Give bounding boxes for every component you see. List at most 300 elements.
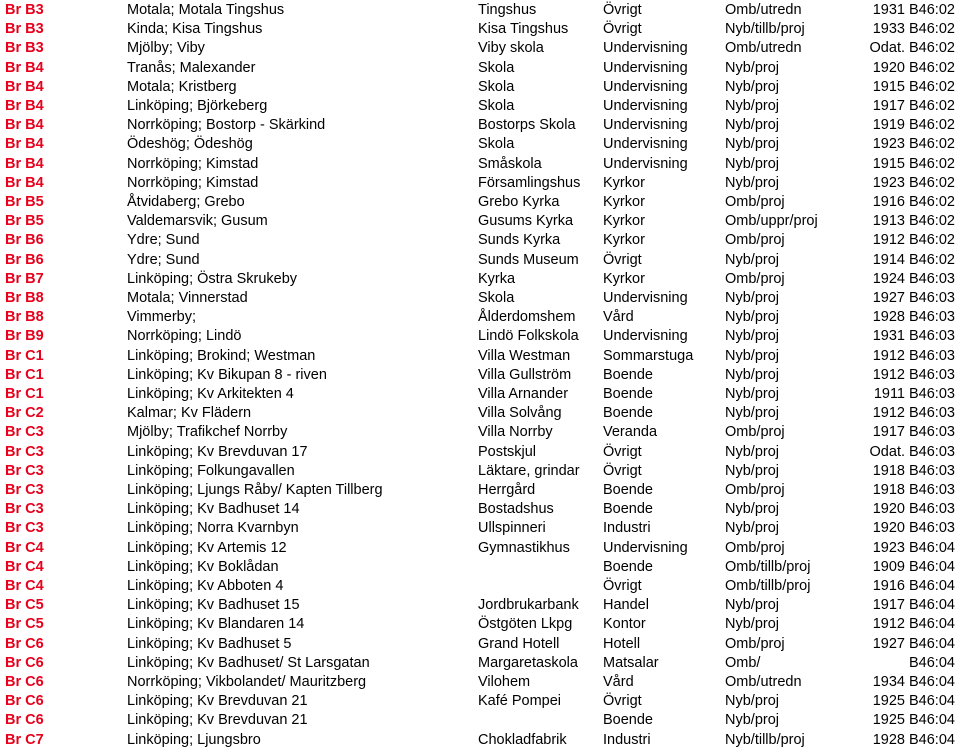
place-cell: Norrköping; Kimstad: [127, 174, 259, 191]
year-cell: 1927: [872, 290, 905, 306]
code-cell: Br B3: [5, 40, 44, 57]
category-cell: Undervisning: [603, 59, 688, 76]
table-row: [0, 155, 959, 174]
table-row: [0, 1, 959, 20]
type-cell: Nyb/proj: [725, 328, 779, 345]
place-cell: Linköping; Kv Arkitekten 4: [127, 386, 294, 402]
object-cell: Församlingshus: [478, 174, 581, 191]
year-cell: 1912: [872, 366, 905, 383]
year-cell: 1918: [872, 462, 905, 479]
object-cell: Kafé Pompei: [478, 693, 562, 710]
table-row: [0, 20, 959, 39]
place-cell: Linköping; Kv Badhuset/ St Larsgatan: [127, 654, 370, 671]
table-row: [0, 443, 959, 462]
object-cell: Småskola: [478, 155, 542, 172]
code-cell: Br B3: [5, 21, 44, 38]
year-cell: 1919: [872, 117, 905, 134]
year-cell: 1917: [872, 597, 905, 614]
code-cell: Br C4: [5, 578, 44, 594]
category-cell: Undervisning: [603, 40, 688, 57]
year-cell: Odat.: [869, 443, 905, 460]
category-cell: Undervisning: [603, 117, 688, 134]
type-cell: Nyb/tillb/proj: [725, 21, 805, 38]
object-cell: Sunds Museum: [478, 251, 579, 268]
code-cell: Br B4: [5, 98, 44, 114]
table-row: [0, 654, 959, 673]
year-cell: 1911: [873, 386, 905, 402]
category-cell: Boende: [603, 366, 653, 383]
category-cell: Industri: [603, 520, 651, 537]
object-cell: Skola: [478, 290, 515, 306]
place-cell: Linköping; Östra Skrukeby: [127, 270, 298, 287]
code-cell: Br B5: [5, 194, 44, 210]
code-cell: Br C1: [5, 366, 44, 383]
code-cell: Br C2: [5, 405, 44, 422]
category-cell: Kyrkor: [603, 270, 645, 287]
code-cell: Br C1: [5, 347, 44, 364]
table-row: [0, 731, 959, 750]
table-row: [0, 692, 959, 711]
category-cell: Undervisning: [603, 328, 688, 345]
place-cell: Linköping; Kv Bikupan 8 - riven: [127, 366, 327, 383]
table-row: [0, 404, 959, 423]
code-cell: Br B4: [5, 155, 44, 172]
category-cell: Sommarstuga: [603, 347, 694, 364]
category-cell: Undervisning: [603, 78, 688, 95]
object-cell: Herrgård: [478, 482, 536, 498]
table-row: [0, 116, 959, 135]
type-cell: Nyb/proj: [725, 136, 779, 153]
category-cell: Vård: [603, 674, 634, 690]
category-cell: Kyrkor: [603, 174, 645, 191]
reference-cell: B46:04: [909, 616, 955, 633]
table-row: [0, 423, 959, 442]
type-cell: Omb/proj: [725, 194, 785, 210]
year-cell: 1933: [872, 21, 905, 38]
table-row: [0, 385, 959, 404]
code-cell: Br B6: [5, 232, 44, 249]
object-cell: Villa Solvång: [478, 405, 562, 422]
object-cell: Ålderdomshem: [478, 309, 576, 326]
place-cell: Linköping; Folkungavallen: [127, 462, 295, 479]
year-cell: 1923: [872, 539, 905, 556]
reference-cell: B46:04: [909, 539, 955, 556]
reference-cell: B46:02: [909, 59, 955, 76]
category-cell: Övrigt: [603, 578, 642, 594]
reference-cell: B46:03: [909, 501, 955, 518]
reference-cell: B46:04: [909, 693, 955, 710]
object-cell: Grand Hotell: [478, 635, 560, 652]
object-cell: Skola: [478, 59, 515, 76]
category-cell: Hotell: [603, 635, 641, 652]
object-cell: Kisa Tingshus: [478, 21, 569, 38]
code-cell: Br B9: [5, 328, 44, 345]
type-cell: Omb/proj: [725, 424, 785, 441]
year-cell: 1912: [872, 232, 905, 249]
place-cell: Linköping; Ljungs Råby/ Kapten Tillberg: [127, 482, 383, 498]
year-cell: 1928: [872, 731, 905, 748]
year-cell: 1920: [872, 501, 905, 518]
code-cell: Br B3: [5, 2, 44, 18]
object-cell: Lindö Folkskola: [478, 328, 579, 345]
reference-cell: B46:03: [909, 270, 955, 287]
place-cell: Kinda; Kisa Tingshus: [127, 21, 263, 38]
type-cell: Nyb/proj: [725, 386, 779, 402]
object-cell: Chokladfabrik: [478, 731, 567, 748]
year-cell: 1915: [872, 155, 905, 172]
table-row: [0, 39, 959, 58]
object-cell: Gymnastikhus: [478, 539, 570, 556]
place-cell: Mjölby; Trafikchef Norrby: [127, 424, 288, 441]
place-cell: Mjölby; Viby: [127, 40, 205, 57]
reference-cell: B46:03: [909, 482, 955, 498]
code-cell: Br B4: [5, 78, 44, 95]
place-cell: Motala; Kristberg: [127, 78, 237, 95]
category-cell: Matsalar: [603, 654, 659, 671]
type-cell: Nyb/proj: [725, 366, 779, 383]
reference-cell: B46:03: [909, 443, 955, 460]
type-cell: Omb/: [725, 654, 761, 671]
table-row: [0, 135, 959, 154]
reference-cell: B46:03: [909, 462, 955, 479]
category-cell: Övrigt: [603, 462, 642, 479]
category-cell: Boende: [603, 482, 653, 498]
category-cell: Undervisning: [603, 290, 688, 306]
category-cell: Undervisning: [603, 136, 688, 153]
type-cell: Nyb/proj: [725, 501, 779, 518]
reference-cell: B46:04: [909, 674, 955, 690]
object-cell: Grebo Kyrka: [478, 194, 560, 210]
reference-cell: B46:04: [909, 558, 955, 575]
reference-cell: B46:02: [909, 21, 955, 38]
place-cell: Linköping; Ljungsbro: [127, 731, 261, 748]
place-cell: Linköping; Kv Brevduvan 17: [127, 443, 308, 460]
place-cell: Åtvidaberg; Grebo: [127, 194, 245, 210]
code-cell: Br B7: [5, 270, 44, 287]
type-cell: Omb/proj: [725, 270, 785, 287]
place-cell: Linköping; Brokind; Westman: [127, 347, 316, 364]
reference-cell: B46:04: [909, 635, 955, 652]
place-cell: Norrköping; Bostorp - Skärkind: [127, 117, 326, 134]
object-cell: Skola: [478, 136, 515, 153]
table-row: [0, 481, 959, 500]
table-row: [0, 577, 959, 596]
category-cell: Undervisning: [603, 98, 688, 114]
reference-cell: B46:02: [909, 213, 955, 230]
reference-cell: B46:02: [909, 136, 955, 153]
place-cell: Norrköping; Kimstad: [127, 155, 259, 172]
reference-cell: B46:03: [909, 309, 955, 326]
object-cell: Läktare, grindar: [478, 462, 580, 479]
reference-cell: B46:02: [909, 194, 955, 210]
reference-cell: B46:02: [909, 117, 955, 134]
type-cell: Omb/tillb/proj: [725, 578, 811, 594]
place-cell: Kalmar; Kv Flädern: [127, 405, 252, 422]
code-cell: Br C5: [5, 597, 44, 614]
type-cell: Nyb/proj: [725, 117, 779, 134]
table-row: [0, 500, 959, 519]
object-cell: Sunds Kyrka: [478, 232, 561, 249]
type-cell: Omb/proj: [725, 232, 785, 249]
category-cell: Kyrkor: [603, 194, 645, 210]
year-cell: 1925: [872, 693, 905, 710]
reference-cell: B46:04: [909, 597, 955, 614]
table-row: [0, 251, 959, 270]
place-cell: Motala; Motala Tingshus: [127, 2, 285, 18]
table-row: [0, 59, 959, 78]
object-cell: Ullspinneri: [478, 520, 546, 537]
code-cell: Br B4: [5, 136, 44, 153]
year-cell: 1912: [872, 347, 905, 364]
year-cell: 1931: [872, 2, 905, 18]
category-cell: Kyrkor: [603, 232, 645, 249]
reference-cell: B46:03: [909, 386, 955, 402]
reference-cell: B46:02: [909, 174, 955, 191]
table-row: [0, 673, 959, 692]
year-cell: Odat.: [869, 40, 905, 57]
category-cell: Kyrkor: [603, 213, 645, 230]
object-cell: Postskjul: [478, 443, 537, 460]
year-cell: 1916: [872, 578, 905, 594]
place-cell: Linköping; Kv Badhuset 14: [127, 501, 300, 518]
reference-cell: B46:03: [909, 347, 955, 364]
category-cell: Industri: [603, 731, 651, 748]
type-cell: Nyb/proj: [725, 616, 779, 633]
object-cell: Skola: [478, 78, 515, 95]
category-cell: Övrigt: [603, 693, 642, 710]
reference-cell: B46:03: [909, 405, 955, 422]
year-cell: 1934: [872, 674, 905, 690]
reference-cell: B46:04: [909, 654, 955, 671]
code-cell: Br C4: [5, 539, 44, 556]
reference-cell: B46:03: [909, 290, 955, 306]
table-row: [0, 462, 959, 481]
year-cell: 1916: [872, 194, 905, 210]
table-row: [0, 519, 959, 538]
place-cell: Norrköping; Lindö: [127, 328, 242, 345]
year-cell: 1931: [872, 328, 905, 345]
code-cell: Br C3: [5, 462, 44, 479]
table-row: [0, 97, 959, 116]
code-cell: Br C6: [5, 674, 44, 690]
category-cell: Boende: [603, 405, 653, 422]
type-cell: Nyb/proj: [725, 98, 779, 114]
place-cell: Linköping; Kv Abboten 4: [127, 578, 284, 594]
type-cell: Nyb/proj: [725, 712, 779, 729]
table-row: [0, 308, 959, 327]
type-cell: Nyb/proj: [725, 251, 779, 268]
code-cell: Br C6: [5, 712, 44, 729]
object-cell: Viby skola: [478, 40, 544, 57]
place-cell: Tranås; Malexander: [127, 59, 256, 76]
type-cell: Nyb/proj: [725, 155, 779, 172]
table-row: [0, 174, 959, 193]
reference-cell: B46:03: [909, 424, 955, 441]
code-cell: Br C1: [5, 386, 44, 402]
object-cell: Villa Arnander: [478, 386, 569, 402]
category-cell: Övrigt: [603, 2, 642, 18]
place-cell: Vimmerby;: [127, 309, 197, 326]
type-cell: Nyb/proj: [725, 59, 779, 76]
category-cell: Övrigt: [603, 251, 642, 268]
code-cell: Br B8: [5, 309, 44, 326]
category-cell: Övrigt: [603, 21, 642, 38]
year-cell: 1924: [872, 270, 905, 287]
type-cell: Nyb/proj: [725, 290, 779, 306]
type-cell: Omb/uppr/proj: [725, 213, 818, 230]
code-cell: Br B8: [5, 290, 44, 306]
type-cell: Omb/proj: [725, 539, 785, 556]
object-cell: Vilohem: [478, 674, 531, 690]
table-row: [0, 231, 959, 250]
table-row: [0, 635, 959, 654]
year-cell: 1917: [872, 98, 905, 114]
category-cell: Boende: [603, 501, 653, 518]
place-cell: Linköping; Kv Brevduvan 21: [127, 712, 308, 729]
year-cell: 1920: [872, 520, 905, 537]
category-cell: Övrigt: [603, 443, 642, 460]
reference-cell: B46:02: [909, 98, 955, 114]
year-cell: 1923: [872, 136, 905, 153]
code-cell: Br C3: [5, 482, 44, 498]
table-row: [0, 289, 959, 308]
object-cell: Gusums Kyrka: [478, 213, 574, 230]
type-cell: Nyb/proj: [725, 347, 779, 364]
place-cell: Ydre; Sund: [127, 232, 200, 249]
table-row: [0, 327, 959, 346]
category-cell: Boende: [603, 386, 653, 402]
category-cell: Boende: [603, 558, 653, 575]
year-cell: 1914: [872, 251, 905, 268]
type-cell: Nyb/proj: [725, 309, 779, 326]
reference-cell: B46:02: [909, 251, 955, 268]
place-cell: Ydre; Sund: [127, 251, 200, 268]
type-cell: Nyb/proj: [725, 597, 779, 614]
reference-cell: B46:04: [909, 712, 955, 729]
code-cell: Br B5: [5, 213, 44, 230]
type-cell: Nyb/tillb/proj: [725, 731, 805, 748]
table-row: [0, 78, 959, 97]
year-cell: 1909: [872, 558, 905, 575]
object-cell: Villa Westman: [478, 347, 571, 364]
category-cell: Handel: [603, 597, 649, 614]
table-row: [0, 270, 959, 289]
type-cell: Nyb/proj: [725, 520, 779, 537]
place-cell: Linköping; Kv Brevduvan 21: [127, 693, 308, 710]
type-cell: Nyb/proj: [725, 462, 779, 479]
object-cell: Margaretaskola: [478, 654, 578, 671]
year-cell: 1913: [872, 213, 905, 230]
object-cell: Villa Norrby: [478, 424, 553, 441]
code-cell: Br C3: [5, 501, 44, 518]
code-cell: Br C4: [5, 558, 44, 575]
place-cell: Linköping; Norra Kvarnbyn: [127, 520, 299, 537]
object-cell: Villa Gullström: [478, 366, 572, 383]
category-cell: Veranda: [603, 424, 658, 441]
category-cell: Boende: [603, 712, 653, 729]
code-cell: Br B4: [5, 174, 44, 191]
reference-cell: B46:04: [909, 731, 955, 748]
place-cell: Linköping; Kv Badhuset 5: [127, 635, 292, 652]
table-row: [0, 212, 959, 231]
reference-cell: B46:03: [909, 328, 955, 345]
place-cell: Motala; Vinnerstad: [127, 290, 248, 306]
year-cell: 1920: [872, 59, 905, 76]
year-cell: 1923: [872, 174, 905, 191]
type-cell: Nyb/proj: [725, 405, 779, 422]
reference-cell: B46:02: [909, 40, 955, 57]
type-cell: Nyb/proj: [725, 693, 779, 710]
type-cell: Omb/utredn: [725, 40, 802, 57]
code-cell: Br B4: [5, 117, 44, 134]
object-cell: Bostadshus: [478, 501, 554, 518]
place-cell: Linköping; Kv Boklådan: [127, 558, 279, 575]
type-cell: Omb/proj: [725, 635, 785, 652]
table-row: [0, 558, 959, 577]
place-cell: Norrköping; Vikbolandet/ Mauritzberg: [127, 674, 367, 690]
object-cell: Jordbrukarbank: [478, 597, 579, 614]
type-cell: Nyb/proj: [725, 174, 779, 191]
place-cell: Linköping; Kv Badhuset 15: [127, 597, 300, 614]
reference-cell: B46:03: [909, 366, 955, 383]
code-cell: Br C3: [5, 443, 44, 460]
place-cell: Linköping; Björkeberg: [127, 98, 268, 114]
category-cell: Undervisning: [603, 539, 688, 556]
code-cell: Br C7: [5, 731, 44, 748]
code-cell: Br B6: [5, 251, 44, 268]
code-cell: Br C6: [5, 693, 44, 710]
code-cell: Br C6: [5, 654, 44, 671]
year-cell: 1918: [872, 482, 905, 498]
code-cell: Br B4: [5, 59, 44, 76]
type-cell: Omb/tillb/proj: [725, 558, 811, 575]
place-cell: Valdemarsvik; Gusum: [127, 213, 268, 230]
table-row: [0, 539, 959, 558]
object-cell: Bostorps Skola: [478, 117, 576, 134]
object-cell: Östgöten Lkpg: [478, 616, 573, 633]
type-cell: Nyb/proj: [725, 78, 779, 95]
year-cell: 1917: [872, 424, 905, 441]
category-cell: Undervisning: [603, 155, 688, 172]
category-cell: Kontor: [603, 616, 646, 633]
code-cell: Br C5: [5, 616, 44, 633]
category-cell: Vård: [603, 309, 634, 326]
reference-cell: B46:02: [909, 155, 955, 172]
reference-cell: B46:02: [909, 2, 955, 18]
place-cell: Linköping; Kv Blandaren 14: [127, 616, 305, 633]
table-row: [0, 193, 959, 212]
code-cell: Br C6: [5, 635, 44, 652]
object-cell: Kyrka: [478, 270, 516, 287]
place-cell: Linköping; Kv Artemis 12: [127, 539, 287, 556]
table-row: [0, 347, 959, 366]
reference-cell: B46:04: [909, 578, 955, 594]
year-cell: 1927: [872, 635, 905, 652]
object-cell: Tingshus: [478, 2, 537, 18]
year-cell: 1928: [872, 309, 905, 326]
reference-cell: B46:02: [909, 78, 955, 95]
year-cell: 1925: [872, 712, 905, 729]
type-cell: Omb/utredn: [725, 674, 802, 690]
table-row: [0, 615, 959, 634]
code-cell: Br C3: [5, 424, 44, 441]
reference-cell: B46:02: [909, 232, 955, 249]
year-cell: 1915: [872, 78, 905, 95]
object-cell: Skola: [478, 98, 515, 114]
type-cell: Omb/proj: [725, 482, 785, 498]
type-cell: Omb/utredn: [725, 2, 802, 18]
reference-cell: B46:03: [909, 520, 955, 537]
